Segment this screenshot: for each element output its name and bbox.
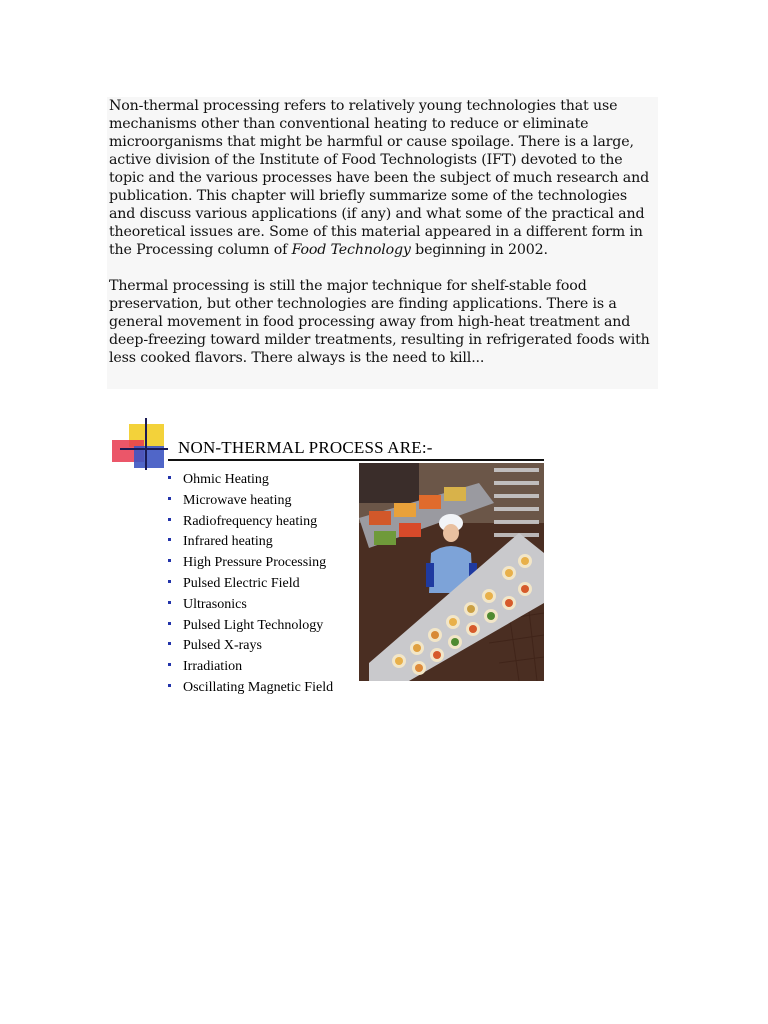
- list-item-label: High Pressure Processing: [183, 555, 327, 571]
- bullet-icon: [168, 642, 171, 645]
- paragraph-1-tail: beginning in 2002.: [410, 242, 548, 258]
- list-item: [168, 491, 333, 512]
- list-item: [168, 616, 333, 637]
- list-item-label: Ohmic Heating: [183, 472, 269, 487]
- process-list: [168, 470, 333, 699]
- journal-title: Food Technology: [291, 242, 411, 258]
- document-excerpt: [107, 97, 658, 389]
- list-item-label: Oscillating Magnetic Field: [183, 679, 334, 695]
- bullet-icon: [168, 559, 171, 562]
- paragraph-1-text: Non-thermal processing refers to relatively young technologies that use mechanisms other than conventional heating to reduce or eliminate microorganisms that might be harmful or cause spoilage. There is a large, active division of the Institute of Food Technologists (IFT) devoted to the topic and the various processes have been the subject of much research and publication. This chapter will briefly summarize some of the technologies and discuss various applications (if any) and what some of the practical and theoretical issues are. Some of this material appeared in a different form in the Processing column of: [109, 98, 649, 258]
- slide-image: [112, 418, 548, 700]
- logo-vertical-line: [145, 418, 147, 470]
- bullet-icon: [168, 684, 171, 687]
- list-item-label: Pulsed Electric Field: [183, 575, 300, 591]
- bullet-icon: [168, 497, 171, 500]
- list-item: [168, 595, 333, 616]
- list-item-label: Microwave heating: [183, 492, 292, 508]
- list-item: [168, 574, 333, 595]
- list-item-label: Ultrasonics: [183, 596, 247, 612]
- logo-horizontal-line: [120, 448, 168, 450]
- paragraph-1: [107, 97, 658, 259]
- list-item: [168, 470, 333, 491]
- list-item: [168, 512, 333, 533]
- list-item-label: Irradiation: [183, 659, 243, 675]
- list-item: [168, 636, 333, 657]
- list-item-label: Infrared heating: [183, 534, 273, 550]
- list-item-label: Pulsed X-rays: [183, 638, 262, 654]
- list-item: [168, 553, 333, 574]
- list-item-label: Radiofrequency heating: [183, 513, 318, 529]
- bullet-icon: [168, 538, 171, 541]
- title-rule: [168, 459, 544, 461]
- bullet-icon: [168, 476, 171, 479]
- list-item: [168, 678, 333, 699]
- bullet-icon: [168, 518, 171, 521]
- paragraph-2: Thermal processing is still the major technique for shelf-stable food preservation, but other technologies are finding applications. There is a general movement in food processing away from high-heat treatment and deep-freezing toward milder treatments, resulting in refrigerated foods with less cooked flavors. There always is the need to kill...: [109, 278, 650, 366]
- bullet-icon: [168, 580, 171, 583]
- bullet-icon: [168, 601, 171, 604]
- list-item-label: Pulsed Light Technology: [183, 617, 324, 633]
- bullet-icon: [168, 663, 171, 666]
- slide-title: NON-THERMAL PROCESS ARE:-: [178, 438, 433, 457]
- food-processing-photo: [359, 463, 544, 681]
- food-processing-illustration: [359, 463, 544, 681]
- bullet-icon: [168, 622, 171, 625]
- list-item: [168, 532, 333, 553]
- list-item: [168, 657, 333, 678]
- slide-logo-icon: [112, 418, 172, 470]
